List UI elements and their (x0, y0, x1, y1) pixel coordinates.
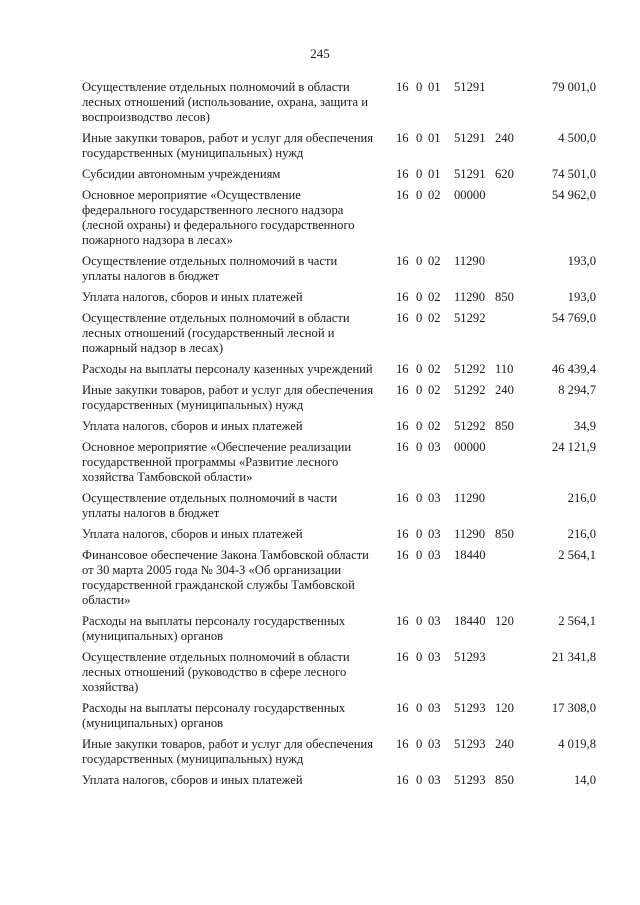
code-program: 16 (396, 773, 409, 787)
amount: 14,0 (573, 773, 596, 787)
code-activity: 02 (428, 419, 441, 433)
table-row (82, 167, 602, 182)
code-subprogram: 0 (416, 773, 423, 787)
code-activity: 03 (428, 440, 441, 454)
code-activity: 03 (428, 737, 441, 751)
amount: 54 769,0 (551, 311, 596, 325)
table-row (82, 548, 602, 608)
row-name: Иные закупки товаров, работ и услуг для обеспечения государственных (муниципальных) нужд (82, 131, 374, 160)
code-program: 16 (396, 188, 409, 202)
code-activity: 03 (428, 701, 441, 715)
amount: 74 501,0 (551, 167, 596, 181)
row-name: Уплата налогов, сборов и иных платежей (82, 419, 303, 433)
code-subprogram: 0 (416, 188, 423, 202)
code-subprogram: 0 (416, 254, 423, 268)
expense-type: 850 (495, 419, 514, 433)
code-subprogram: 0 (416, 650, 423, 664)
code-subprogram: 0 (416, 80, 423, 94)
row-name: Иные закупки товаров, работ и услуг для обеспечения государственных (муниципальных) нужд (82, 737, 374, 766)
code-program: 16 (396, 383, 409, 397)
amount: 24 121,9 (551, 440, 596, 454)
row-name: Уплата налогов, сборов и иных платежей (82, 773, 303, 787)
code-direction: 00000 (454, 440, 486, 454)
code-program: 16 (396, 548, 409, 562)
table-row (82, 650, 602, 695)
code-subprogram: 0 (416, 548, 423, 562)
row-name: Осуществление отдельных полномочий в области лесных отношений (государственный лесной и пожарный надзор в лесах) (82, 311, 350, 355)
code-direction: 51293 (454, 701, 486, 715)
code-direction: 18440 (454, 614, 486, 628)
code-direction: 51293 (454, 650, 486, 664)
amount: 216,0 (567, 491, 596, 505)
code-subprogram: 0 (416, 419, 423, 433)
row-name: Иные закупки товаров, работ и услуг для обеспечения государственных (муниципальных) нужд (82, 383, 374, 412)
table-row (82, 419, 602, 434)
code-activity: 03 (428, 614, 441, 628)
expense-type: 850 (495, 773, 514, 787)
expense-type: 120 (495, 614, 514, 628)
code-subprogram: 0 (416, 614, 423, 628)
table-row (82, 701, 602, 731)
code-activity: 03 (428, 491, 441, 505)
code-subprogram: 0 (416, 701, 423, 715)
table-row (82, 527, 602, 542)
page-number: 245 (310, 46, 330, 61)
amount: 216,0 (567, 527, 596, 541)
code-program: 16 (396, 440, 409, 454)
table-row (82, 773, 602, 788)
code-program: 16 (396, 737, 409, 751)
row-name: Осуществление отдельных полномочий в области лесных отношений (руководство в сфере лесного хозяйства) (82, 650, 350, 694)
amount: 34,9 (573, 419, 596, 433)
code-direction: 51292 (454, 311, 486, 325)
code-direction: 18440 (454, 548, 486, 562)
table-row (82, 614, 602, 644)
code-direction: 00000 (454, 188, 486, 202)
code-activity: 03 (428, 650, 441, 664)
table-row (82, 737, 602, 767)
row-name: Финансовое обеспечение Закона Тамбовской области от 30 марта 2005 года № 304-З «Об организации государственной гражданской службы Тамбовской области» (82, 548, 369, 607)
expense-type: 240 (495, 737, 514, 751)
code-activity: 03 (428, 527, 441, 541)
row-name: Осуществление отдельных полномочий в части уплаты налогов в бюджет (82, 254, 338, 283)
amount: 4 500,0 (558, 131, 596, 145)
code-subprogram: 0 (416, 131, 423, 145)
code-direction: 51291 (454, 80, 486, 94)
code-activity: 02 (428, 362, 441, 376)
row-name: Расходы на выплаты персоналу казенных учреждений (82, 362, 373, 376)
code-direction: 51292 (454, 419, 486, 433)
code-program: 16 (396, 527, 409, 541)
table-row (82, 362, 602, 377)
code-direction: 51291 (454, 167, 486, 181)
code-program: 16 (396, 614, 409, 628)
amount: 193,0 (567, 254, 596, 268)
code-activity: 02 (428, 290, 441, 304)
code-direction: 51292 (454, 383, 486, 397)
code-subprogram: 0 (416, 737, 423, 751)
code-program: 16 (396, 491, 409, 505)
code-direction: 11290 (454, 254, 486, 268)
expense-type: 240 (495, 131, 514, 145)
code-program: 16 (396, 701, 409, 715)
code-subprogram: 0 (416, 527, 423, 541)
amount: 193,0 (567, 290, 596, 304)
expense-type: 240 (495, 383, 514, 397)
code-subprogram: 0 (416, 491, 423, 505)
code-program: 16 (396, 167, 409, 181)
code-program: 16 (396, 311, 409, 325)
table-row (82, 491, 602, 521)
table-row (82, 254, 602, 284)
code-direction: 11290 (454, 491, 486, 505)
code-direction: 51293 (454, 773, 486, 787)
expense-type: 120 (495, 701, 514, 715)
code-subprogram: 0 (416, 290, 423, 304)
code-program: 16 (396, 650, 409, 664)
code-subprogram: 0 (416, 167, 423, 181)
code-direction: 51293 (454, 737, 486, 751)
expense-type: 110 (495, 362, 514, 376)
code-program: 16 (396, 419, 409, 433)
code-direction: 51292 (454, 362, 486, 376)
code-activity: 02 (428, 188, 441, 202)
code-program: 16 (396, 362, 409, 376)
budget-table (82, 80, 602, 794)
code-program: 16 (396, 131, 409, 145)
row-name: Расходы на выплаты персоналу государственных (муниципальных) органов (82, 614, 346, 643)
code-program: 16 (396, 80, 409, 94)
row-name: Основное мероприятие «Осуществление федерального государственного лесного надзора (лесной охраны) и федерального государственного пожарного надзора в лесах» (82, 188, 355, 247)
row-name: Осуществление отдельных полномочий в части уплаты налогов в бюджет (82, 491, 338, 520)
row-name: Уплата налогов, сборов и иных платежей (82, 527, 303, 541)
code-program: 16 (396, 290, 409, 304)
code-direction: 11290 (454, 527, 486, 541)
code-activity: 02 (428, 254, 441, 268)
table-row (82, 131, 602, 161)
code-activity: 01 (428, 131, 441, 145)
table-row (82, 311, 602, 356)
code-subprogram: 0 (416, 311, 423, 325)
code-activity: 02 (428, 383, 441, 397)
row-name: Осуществление отдельных полномочий в области лесных отношений (использование, охрана, защита и воспроизводство лесов) (82, 80, 369, 124)
code-activity: 02 (428, 311, 441, 325)
table-row (82, 290, 602, 305)
expense-type: 850 (495, 527, 514, 541)
amount: 46 439,4 (551, 362, 596, 376)
code-activity: 03 (428, 548, 441, 562)
row-name: Субсидии автономным учреждениям (82, 167, 281, 181)
expense-type: 620 (495, 167, 514, 181)
code-subprogram: 0 (416, 440, 423, 454)
code-direction: 51291 (454, 131, 486, 145)
amount: 4 019,8 (558, 737, 596, 751)
expense-type: 850 (495, 290, 514, 304)
amount: 79 001,0 (551, 80, 596, 94)
code-program: 16 (396, 254, 409, 268)
code-activity: 01 (428, 80, 441, 94)
amount: 8 294,7 (558, 383, 596, 397)
row-name: Основное мероприятие «Обеспечение реализации государственной программы «Развитие лесного хозяйства Тамбовской области» (82, 440, 352, 484)
amount: 21 341,8 (551, 650, 596, 664)
code-subprogram: 0 (416, 362, 423, 376)
amount: 17 308,0 (551, 701, 596, 715)
row-name: Расходы на выплаты персоналу государственных (муниципальных) органов (82, 701, 346, 730)
table-row (82, 188, 602, 248)
table-row (82, 80, 602, 125)
code-activity: 03 (428, 773, 441, 787)
amount: 2 564,1 (558, 548, 596, 562)
amount: 54 962,0 (551, 188, 596, 202)
table-row (82, 440, 602, 485)
code-activity: 01 (428, 167, 441, 181)
row-name: Уплата налогов, сборов и иных платежей (82, 290, 303, 304)
table-row (82, 383, 602, 413)
code-direction: 11290 (454, 290, 486, 304)
code-subprogram: 0 (416, 383, 423, 397)
amount: 2 564,1 (558, 614, 596, 628)
